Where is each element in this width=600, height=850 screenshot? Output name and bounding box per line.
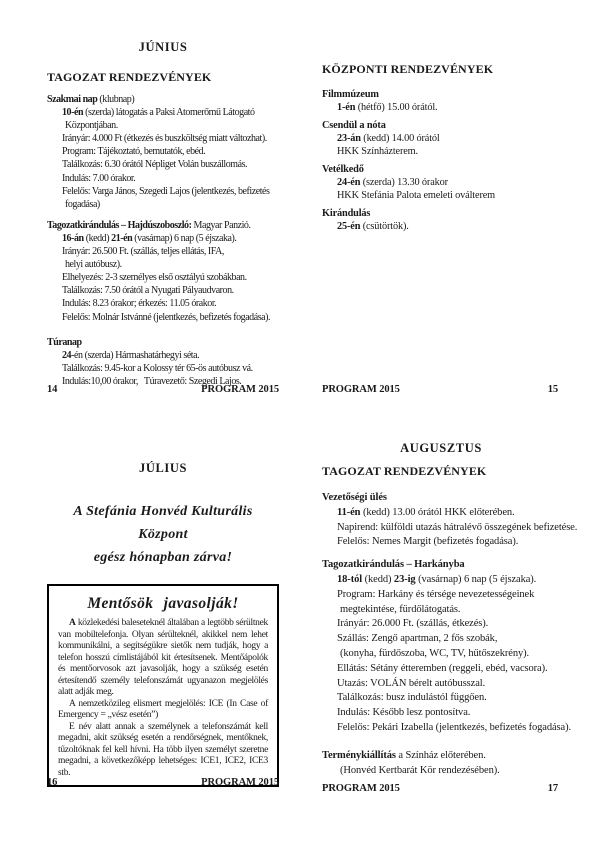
text-run: Irányár: 26.000 Ft. (szállás, étkezés).: [337, 618, 489, 630]
page-15-footer: [322, 384, 558, 395]
closed-notice-line: A Stefánia Honvéd Kulturális Központ: [73, 504, 253, 542]
text-line: [322, 176, 558, 189]
text-line: [322, 617, 560, 632]
text-line: [47, 232, 279, 245]
text-run: Találkozás: 6.30 órától Népliget Volán buszállomás.: [62, 159, 248, 171]
text-run: (konyha, fürdőszoba, WC, TV, hűtőszekrény).: [340, 647, 530, 659]
text-line: [322, 491, 560, 506]
text-run: megtekintése, fürdőlátogatás.: [340, 603, 461, 615]
section-heading-kozponti: KÖZPONTI RENDEZVÉNYEK: [322, 62, 494, 76]
text-line: [47, 362, 279, 375]
bold-text-run: 23-án: [337, 133, 361, 144]
text-line: [322, 647, 560, 662]
text-line: [47, 132, 279, 145]
text-line: [47, 93, 279, 106]
page-number: 17: [547, 783, 558, 794]
page-17-footer: [322, 783, 558, 794]
booklet-title: PROGRAM 2015: [201, 777, 279, 788]
text-run: Program: Tájékoztató, bemutatók, ebéd.: [62, 146, 206, 158]
text-block: [47, 336, 279, 388]
text-line: [322, 749, 560, 764]
bold-text-run: 24: [62, 349, 72, 361]
text-line: [47, 119, 279, 132]
bold-text-run: 16-án: [62, 232, 84, 244]
month-title-august: AUGUSZTUS: [400, 441, 482, 455]
month-title-july: JÚLIUS: [138, 461, 188, 475]
text-line: [322, 220, 558, 233]
text-run: Szállás: Zengő apartman, 2 fős szobák,: [337, 633, 498, 645]
bold-text-run: 1-én: [337, 102, 356, 113]
bold-text-run: 21-én: [111, 232, 133, 244]
text-line: [322, 132, 558, 145]
text-run: fogadása): [65, 198, 100, 210]
page-15-blocks: [322, 88, 558, 233]
text-run: Program: Harkány és térsége nevezetességeinek: [337, 588, 535, 600]
page-number: 16: [47, 777, 58, 788]
booklet-page-14: [47, 40, 279, 388]
text-run: HKK Színházterem.: [337, 146, 418, 157]
page-number: 15: [547, 384, 558, 395]
text-run: (kedd): [83, 232, 112, 244]
section-heading-tagozat: TAGOZAT RENDEZVÉNYEK: [47, 70, 212, 84]
text-run: (kedd): [362, 573, 394, 585]
text-line: [47, 106, 279, 119]
text-run: a Színház előterében.: [395, 749, 486, 761]
text-run: Utazás: VOLÁN bérelt autóbusszal.: [337, 677, 486, 689]
page-16-footer: [47, 777, 279, 788]
text-line: [322, 603, 560, 618]
text-run: Találkozás: 7.50 órától a Nyugati Pályaudvaron.: [62, 285, 234, 297]
box-paragraph: E név alatt annak a személynek a telefonszámát kell megadni, akit szükség esetén a rendőrségnek, mentőknek, tűzoltóknak fel kell hívni. Ha több ilyen személyt szeretne megadni, a következőképp lehetséges: ICE1, ICE2, ICE3 stb.: [58, 721, 268, 778]
text-line: [322, 145, 558, 158]
bold-text-run: 18-tól: [337, 573, 363, 585]
text-block: [322, 163, 558, 202]
text-line: [47, 219, 279, 232]
text-line: [47, 271, 279, 284]
text-run: Magyar Panzió.: [191, 219, 251, 231]
text-line: [47, 185, 279, 198]
text-line: [322, 101, 558, 114]
text-block: [322, 749, 560, 779]
text-line: [322, 706, 560, 721]
text-run: helyi autóbusz).: [65, 259, 122, 271]
text-line: [322, 189, 558, 202]
text-run: (csütörtök).: [360, 221, 409, 232]
bold-text-run: 24-én: [337, 177, 361, 188]
text-run: HKK Stefánia Palota emeleti oválterem: [337, 190, 495, 201]
text-run: Irányár: 4.000 Ft (étkezés és buszköltség miatt változhat).: [62, 133, 267, 145]
text-run: (vasárnap) 6 nap (5 éjszaka).: [132, 232, 237, 244]
text-line: [47, 349, 279, 362]
bold-text-run: Terménykiállítás: [322, 749, 396, 761]
text-run: Felelős: Varga János, Szegedi Lajos (jelentkezés, befizetés: [62, 185, 270, 197]
bold-text-run: Csendül a nóta: [322, 120, 386, 131]
ambulance-advice-box: [47, 584, 279, 787]
bold-text-run: A: [69, 618, 76, 628]
text-run: Indulás: 7.00 órakor.: [62, 172, 136, 184]
bold-text-run: Tagozatkirándulás – Hajdúszoboszló:: [47, 219, 192, 231]
text-run: Indulás:10,00 órakor, Túravezető: Szegedi Lajos.: [62, 375, 242, 387]
booklet-page-15: [322, 62, 558, 233]
page-17-blocks: [322, 491, 578, 778]
text-line: [47, 145, 279, 158]
bold-text-run: Kirándulás: [322, 208, 371, 219]
text-line: [322, 163, 558, 176]
box-paragraph: A közlekedési baleseteknél általában a legtöbb sérültnek van mobiltelefonja. Olyan sérülteknél, akikkel nem lehet kommunikálni, a segítségükre sietők nem tudják, hogy a telefon hosszú címlistájából kit értesítsenek. Mentőápolók és mentőorvosok azt javasolják, hogy a szükség esetén értesítendő személy telefonszámát ugyanazon megjelölés alatt adják meg.: [58, 618, 268, 697]
page-14-blocks: [47, 93, 279, 388]
ambulance-advice-title: Mentősök javasolják!: [87, 595, 239, 612]
ambulance-advice-paragraphs: [58, 618, 268, 779]
bold-text-run: 11-én: [337, 506, 361, 518]
text-block: [322, 207, 558, 233]
text-run: Indulás: 8.23 órakor; érkezés: 11.05 órakor.: [62, 298, 217, 310]
booklet-page-16: [47, 461, 279, 787]
text-line: [47, 311, 279, 324]
bold-text-run: Szakmai nap: [47, 94, 98, 105]
text-line: [322, 721, 572, 736]
text-run: Elhelyezés: 2-3 személyes első osztályú szobákban.: [62, 272, 247, 284]
text-run: (hétfő) 15.00 órától.: [355, 102, 438, 113]
text-run: Felelős: Molnár Istvánné (jelentkezés, befizetés fogadása).: [62, 311, 271, 323]
text-run: (klubnap): [97, 94, 135, 105]
text-run: Találkozás: busz indulástól függően.: [337, 692, 487, 704]
text-run: (szerda) látogatás a Paksi Atomerőmű Látogató: [83, 107, 255, 119]
text-run: Felelős: Pekári Izabella (jelentkezés, befizetés fogadása).: [337, 721, 572, 733]
text-run: Indulás: Később lesz pontosítva.: [337, 707, 471, 719]
booklet-title: PROGRAM 2015: [322, 783, 400, 794]
text-line: [322, 588, 560, 603]
text-run: Központjában.: [65, 120, 118, 132]
booklet-title: PROGRAM 2015: [322, 384, 400, 395]
text-line: [322, 506, 560, 521]
page-number: 14: [47, 384, 58, 395]
text-line: [322, 535, 560, 550]
text-line: [47, 198, 279, 211]
bold-text-run: Filmmúzeum: [322, 89, 379, 100]
bold-text-run: 23-ig: [393, 573, 416, 585]
text-line: [322, 88, 558, 101]
text-line: [322, 632, 560, 647]
text-run: Irányár: 26.500 Ft. (szállás, teljes ellátás, IFA,: [62, 246, 224, 258]
text-block: [47, 93, 279, 211]
text-run: Felelős: Nemes Margit (befizetés fogadása).: [337, 536, 519, 548]
booklet-page-17: [322, 441, 578, 778]
text-run: (kedd) 14.00 órától: [360, 133, 440, 144]
bold-text-run: 10-én: [62, 107, 84, 119]
text-run: (Honvéd Kertbarát Kör rendezésében).: [340, 764, 500, 776]
bold-text-run: Vezetőségi ülés: [322, 492, 387, 503]
bold-text-run: Túranap: [47, 336, 82, 348]
text-block: [47, 219, 279, 324]
text-run: -én (szerda) Hármashatárhegyi séta.: [71, 349, 200, 361]
bold-text-run: 25-én: [337, 221, 361, 232]
bold-text-run: Tagozatkirándulás – Harkányba: [322, 559, 465, 571]
text-line: [47, 336, 279, 349]
month-title-june: JÚNIUS: [138, 40, 188, 54]
text-line: [322, 207, 558, 220]
text-line: [47, 284, 279, 297]
text-block: [322, 88, 558, 114]
closed-notice: [47, 500, 279, 569]
text-line: [47, 158, 279, 171]
text-run: Napirend: külföldi utazás hátralévő összegének befizetése.: [337, 521, 578, 533]
text-line: [322, 662, 560, 677]
text-run: (kedd) 13.00 órától HKK előterében.: [360, 506, 515, 518]
text-line: [322, 764, 560, 779]
closed-notice-line: egész hónapban zárva!: [93, 550, 233, 565]
text-run: (vasárnap) 6 nap (5 éjszaka).: [415, 573, 537, 585]
text-line: [322, 521, 578, 536]
text-block: [322, 491, 578, 550]
bold-text-run: Vetélkedő: [322, 164, 364, 175]
box-paragraph: A nemzetközileg elismert megjelölés: ICE (In Case of Emergency = „vész esetén”): [58, 698, 268, 720]
text-run: Találkozás: 9.45-kor a Kolossy tér 65-ös autóbusz vá.: [62, 362, 253, 374]
page-14-footer: [47, 384, 279, 395]
section-heading-tagozat-august: TAGOZAT RENDEZVÉNYEK: [322, 464, 487, 478]
text-block: [322, 119, 558, 158]
text-line: [322, 677, 560, 692]
text-block: [322, 558, 572, 736]
text-line: [322, 558, 560, 573]
text-run: (szerda) 13.30 órakor: [360, 177, 448, 188]
text-line: [322, 691, 560, 706]
text-line: [47, 297, 279, 310]
text-line: [47, 172, 279, 185]
text-line: [47, 258, 279, 271]
text-run: Ellátás: Sétány étteremben (reggeli, ebéd, vacsora).: [337, 662, 548, 674]
text-line: [322, 573, 560, 588]
text-line: [47, 245, 279, 258]
text-line: [322, 119, 558, 132]
booklet-title: PROGRAM 2015: [201, 384, 279, 395]
